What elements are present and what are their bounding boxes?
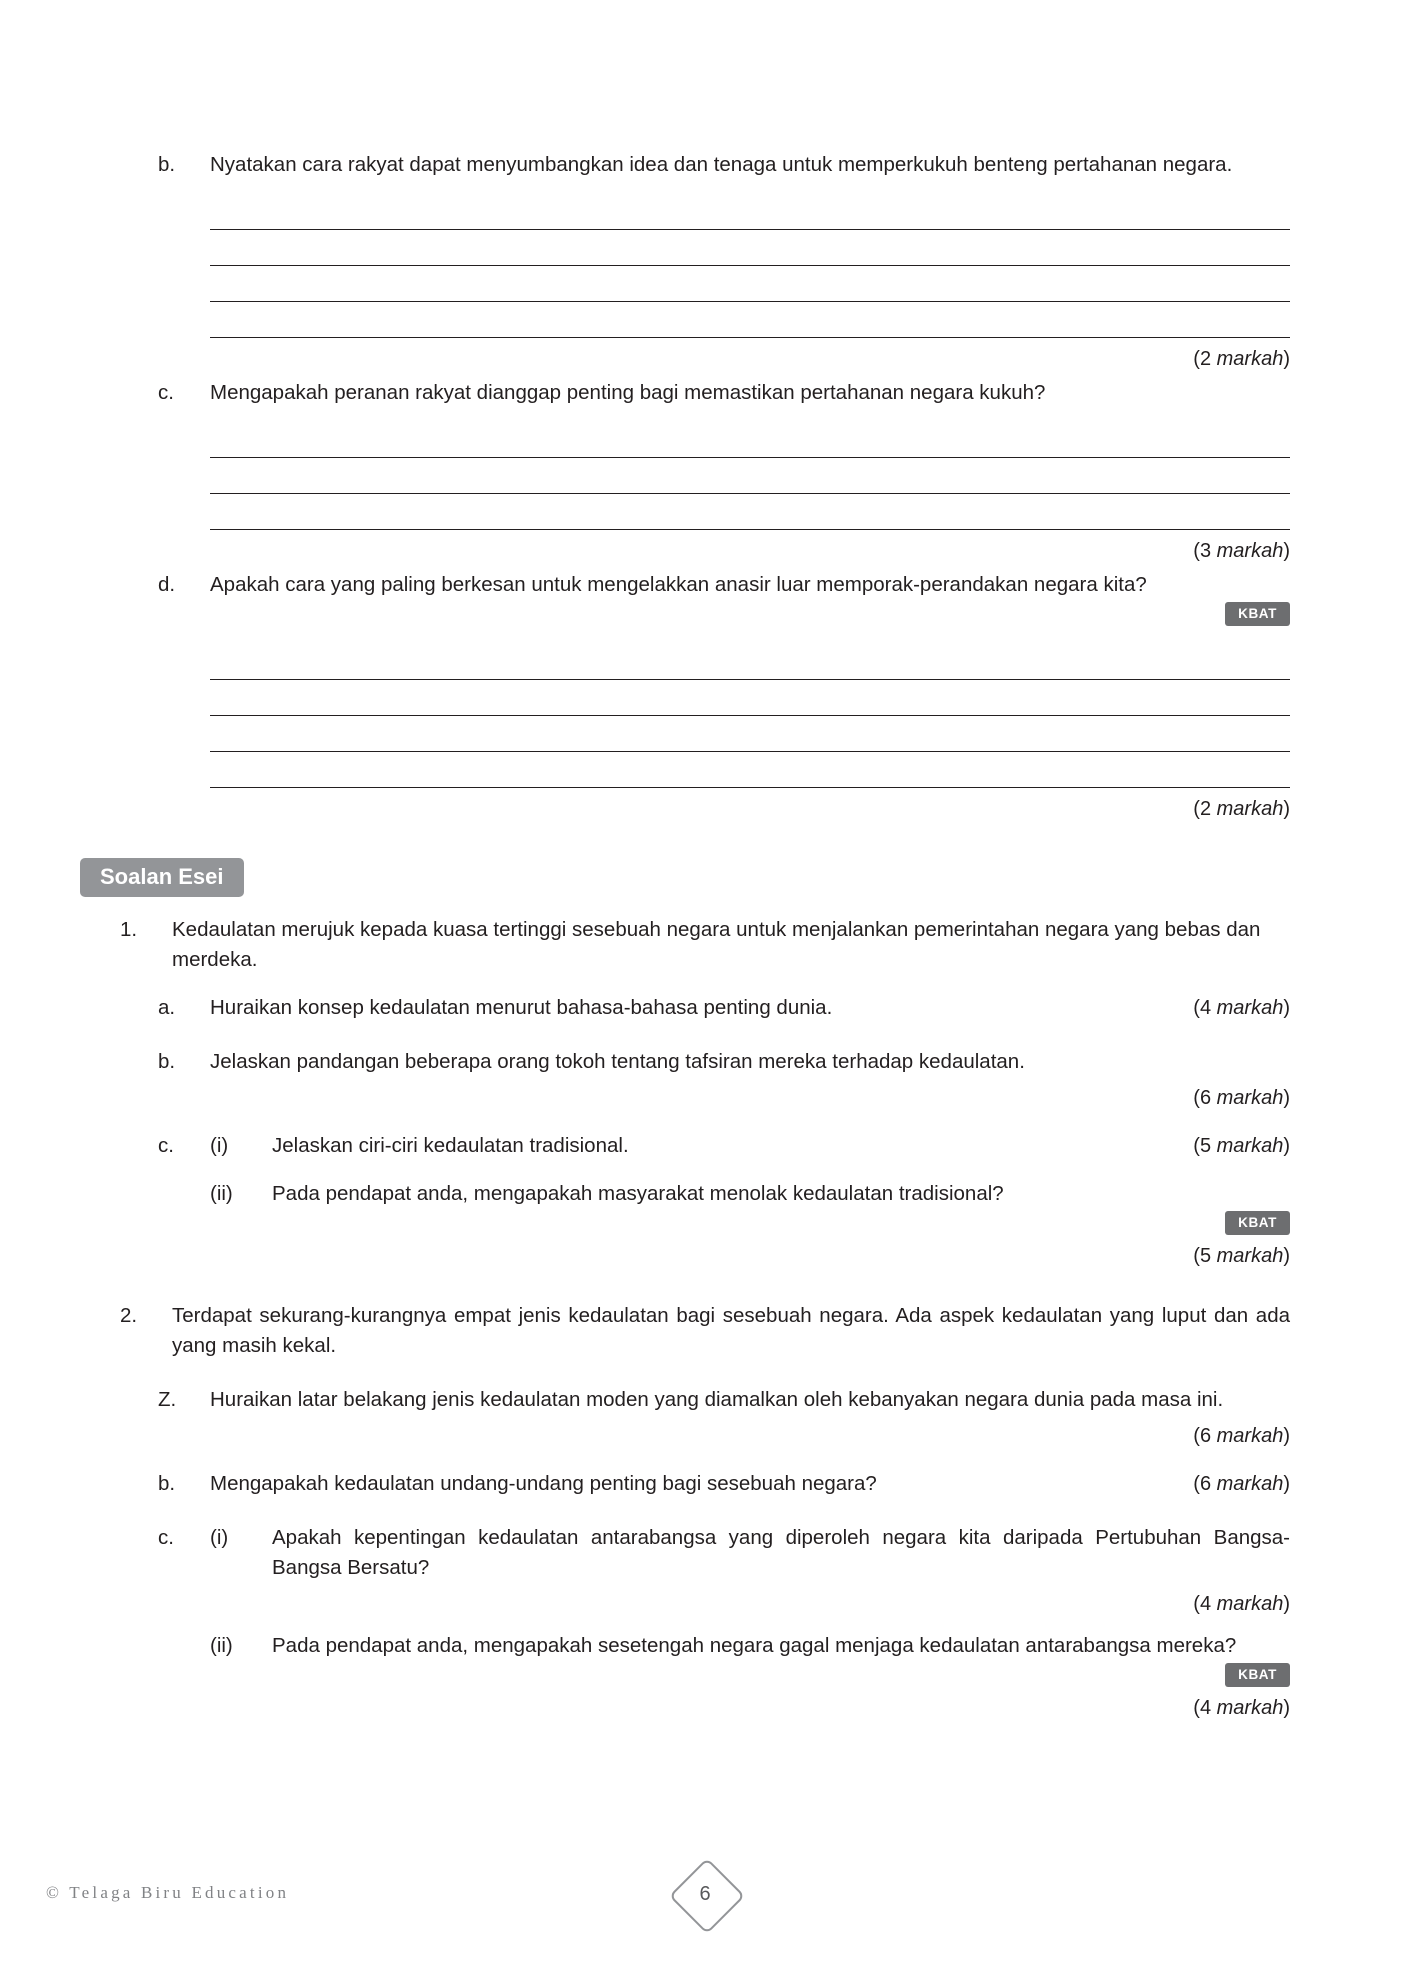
marks-allocation: (4 markah) <box>1193 1593 1290 1615</box>
marks-allocation: (2 markah) <box>1193 348 1290 370</box>
part-roman-label: (i) <box>210 1134 229 1157</box>
answer-line[interactable] <box>210 458 1290 494</box>
essay-part <box>120 1523 1290 1583</box>
marks-allocation: (6 markah) <box>1193 1087 1290 1109</box>
marks-allocation: (2 markah) <box>1193 798 1290 820</box>
essay-part <box>120 1179 1290 1209</box>
essay-part <box>120 1631 1290 1661</box>
marks-allocation: (5 markah) <box>1193 1135 1290 1157</box>
marks-allocation: (6 markah) <box>1193 1425 1290 1447</box>
part-text: Mengapakah kedaulatan undang-undang penting bagi sesebuah negara? <box>210 1472 877 1495</box>
essay-part <box>120 1469 1290 1499</box>
marks-allocation: (5 markah) <box>1193 1245 1290 1267</box>
kbat-badge: KBAT <box>1225 1663 1290 1687</box>
part-text: Pada pendapat anda, mengapakah masyarakat menolak kedaulatan tradisional? <box>272 1182 1004 1205</box>
answer-line[interactable] <box>210 716 1290 752</box>
kbat-badge-wrapper <box>120 1663 1290 1687</box>
answer-line[interactable] <box>210 494 1290 530</box>
marks-allocation: (4 markah) <box>1193 1697 1290 1719</box>
essay-question <box>120 1301 1290 1361</box>
copyright-notice: © Telaga Biru Education <box>46 1883 290 1902</box>
part-roman-label: (ii) <box>210 1182 233 1205</box>
question-label: c. <box>158 381 174 404</box>
part-label: a. <box>158 996 176 1019</box>
answer-line[interactable] <box>210 644 1290 680</box>
part-label: b. <box>158 1472 176 1495</box>
part-label: c. <box>158 1526 174 1549</box>
answer-lines[interactable] <box>210 194 1290 338</box>
question-number: 2. <box>120 1304 138 1327</box>
part-label: Z. <box>158 1388 177 1411</box>
part-text: Huraikan latar belakang jenis kedaulatan moden yang diamalkan oleh kebanyakan negara dunia pada masa ini. <box>210 1388 1224 1411</box>
question-number: 1. <box>120 918 138 941</box>
marks-allocation: (4 markah) <box>1193 997 1290 1019</box>
part-label: b. <box>158 1050 176 1073</box>
answer-lines[interactable] <box>210 422 1290 530</box>
answer-lines[interactable] <box>210 644 1290 788</box>
essay-part <box>120 1131 1290 1161</box>
page-number: 6 <box>699 1882 711 1905</box>
answer-line[interactable] <box>210 302 1290 338</box>
question-text: Nyatakan cara rakyat dapat menyumbangkan idea dan tenaga untuk memperkukuh benteng pertahanan negara. <box>210 153 1233 176</box>
part-text: Jelaskan pandangan beberapa orang tokoh tentang tafsiran mereka terhadap kedaulatan. <box>210 1050 1025 1073</box>
marks-allocation: (6 markah) <box>1193 1473 1290 1495</box>
answer-line[interactable] <box>210 752 1290 788</box>
essay-part <box>120 993 1290 1023</box>
answer-line[interactable] <box>210 680 1290 716</box>
question-stem: Kedaulatan merujuk kepada kuasa tertinggi sesebuah negara untuk menjalankan pemerintahan negara yang bebas dan merdeka. <box>172 918 1261 971</box>
kbat-badge: KBAT <box>1225 602 1290 626</box>
answer-line[interactable] <box>210 266 1290 302</box>
question-text: Mengapakah peranan rakyat dianggap penting bagi memastikan pertahanan negara kukuh? <box>210 381 1046 404</box>
essay-part <box>120 1385 1290 1415</box>
question-label: b. <box>158 153 176 176</box>
question-item <box>120 150 1290 180</box>
part-roman-label: (ii) <box>210 1634 233 1657</box>
part-label: c. <box>158 1134 174 1157</box>
page-footer <box>0 1861 1410 1931</box>
part-text: Pada pendapat anda, mengapakah sesetengah negara gagal menjaga kedaulatan antarabangsa mereka? <box>272 1634 1237 1657</box>
essay-question <box>120 915 1290 975</box>
answer-line[interactable] <box>210 194 1290 230</box>
kbat-badge-wrapper <box>120 1211 1290 1235</box>
marks-allocation: (3 markah) <box>1193 540 1290 562</box>
answer-line[interactable] <box>210 230 1290 266</box>
part-roman-label: (i) <box>210 1526 229 1549</box>
answer-line[interactable] <box>210 422 1290 458</box>
section-heading <box>80 858 244 897</box>
part-text: Huraikan konsep kedaulatan menurut bahasa-bahasa penting dunia. <box>210 996 833 1019</box>
question-text: Apakah cara yang paling berkesan untuk mengelakkan anasir luar memporak-perandakan negara kita? <box>210 573 1147 596</box>
part-text: Apakah kepentingan kedaulatan antarabangsa yang diperoleh negara kita daripada Pertubuhan Bangsa-Bangsa Bersatu? <box>272 1526 1290 1579</box>
section-heading-label: Soalan Esei <box>80 858 244 897</box>
question-stem: Terdapat sekurang-kurangnya empat jenis kedaulatan bagi sesebuah negara. Ada aspek kedaulatan yang luput dan ada yang masih kekal. <box>172 1304 1290 1357</box>
question-label: d. <box>158 573 176 596</box>
kbat-badge-wrapper <box>120 602 1290 626</box>
question-item <box>120 570 1290 600</box>
part-text: Jelaskan ciri-ciri kedaulatan tradisional. <box>272 1134 629 1157</box>
page-number-badge <box>672 1861 738 1927</box>
question-item <box>120 378 1290 408</box>
essay-part <box>120 1047 1290 1077</box>
kbat-badge: KBAT <box>1225 1211 1290 1235</box>
